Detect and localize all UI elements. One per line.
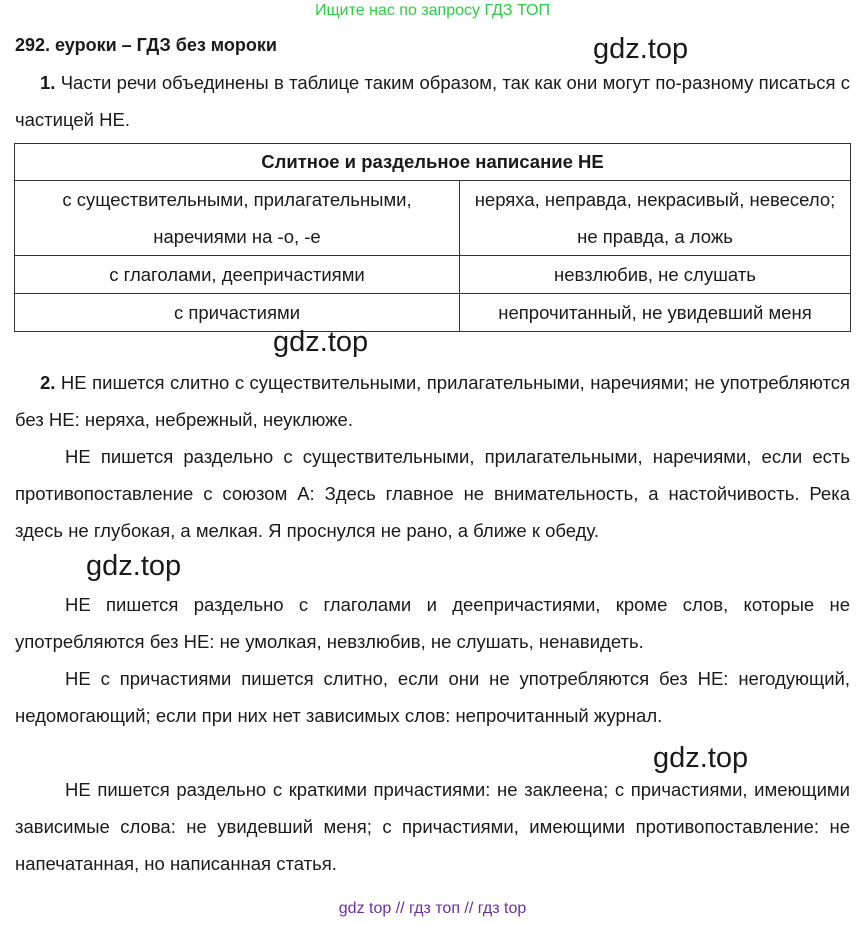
footer-links[interactable]: gdz top // гдз топ // гдз top xyxy=(338,900,527,917)
search-banner[interactable]: Ищите нас по запросу ГДЗ ТОП xyxy=(315,2,550,19)
table-cell-part: с существительными, прилагательными, наречиями на -о, -е xyxy=(15,181,460,256)
table-row xyxy=(15,256,851,294)
section-2-paragraph-2 xyxy=(15,438,850,549)
page-title: 292. еуроки – ГДЗ без мороки xyxy=(15,35,277,55)
parts-of-speech-table xyxy=(14,143,851,332)
section-1-text xyxy=(15,64,850,138)
section-1-number: 1. xyxy=(40,72,56,93)
table-cell-examples: невзлюбив, не слушать xyxy=(460,256,851,294)
table-cell-examples: неряха, неправда, некрасивый, невесело; не правда, а ложь xyxy=(460,181,851,256)
section-2-paragraph-4: НЕ с причастиями пишется слитно, если они не употребляются без НЕ: негодующий, недомогающий; если при них нет зависимых слов: непрочитанный журнал. xyxy=(15,668,850,726)
watermark: gdz.top xyxy=(273,326,369,358)
section-1-body: Части речи объединены в таблице таким образом, так как они могут по-разному писаться с частицей НЕ. xyxy=(15,72,850,130)
table-header: Слитное и раздельное написание НЕ xyxy=(15,144,851,181)
section-2-paragraph-1 xyxy=(15,364,850,438)
section-2-paragraph-3: НЕ пишется раздельно с глаголами и деепричастиями, кроме слов, которые не употребляются без НЕ: не умолкая, невзлюбив, не слушать, ненавидеть. xyxy=(15,594,850,652)
table-row xyxy=(15,181,851,256)
section-2-number: 2. xyxy=(40,372,56,393)
watermark: gdz.top xyxy=(593,33,689,65)
section-2-p1-body: НЕ пишется слитно с существительными, прилагательными, наречиями; не употребляются без НЕ: неряха, небрежный, неуклюже. xyxy=(15,372,850,430)
table-cell-examples: непрочитанный, не увидевший меня xyxy=(460,294,851,332)
watermark: gdz.top xyxy=(86,550,182,582)
table-row xyxy=(15,294,851,332)
table-cell-part: с причастиями xyxy=(15,294,460,332)
section-2-paragraph-5: НЕ пишется раздельно с краткими причастиями: не заклеена; с причастиями, имеющими зависимые слова: не увидевший меня; с причастиями, имеющими противопоставление: не напечатанная, но написанная статья. xyxy=(15,779,850,874)
watermark: gdz.top xyxy=(653,742,749,774)
table-header-row xyxy=(15,144,851,181)
section-2-p2-body: НЕ пишется раздельно с существительными, прилагательными, наречиями, если есть противопоставление с союзом А: Здесь главное не внимательность, а настойчивость. Река здесь не глубокая, а мелкая. Я проснулся не рано, а ближе к обеду. xyxy=(15,446,850,541)
table-cell-part: с глаголами, деепричастиями xyxy=(15,256,460,294)
